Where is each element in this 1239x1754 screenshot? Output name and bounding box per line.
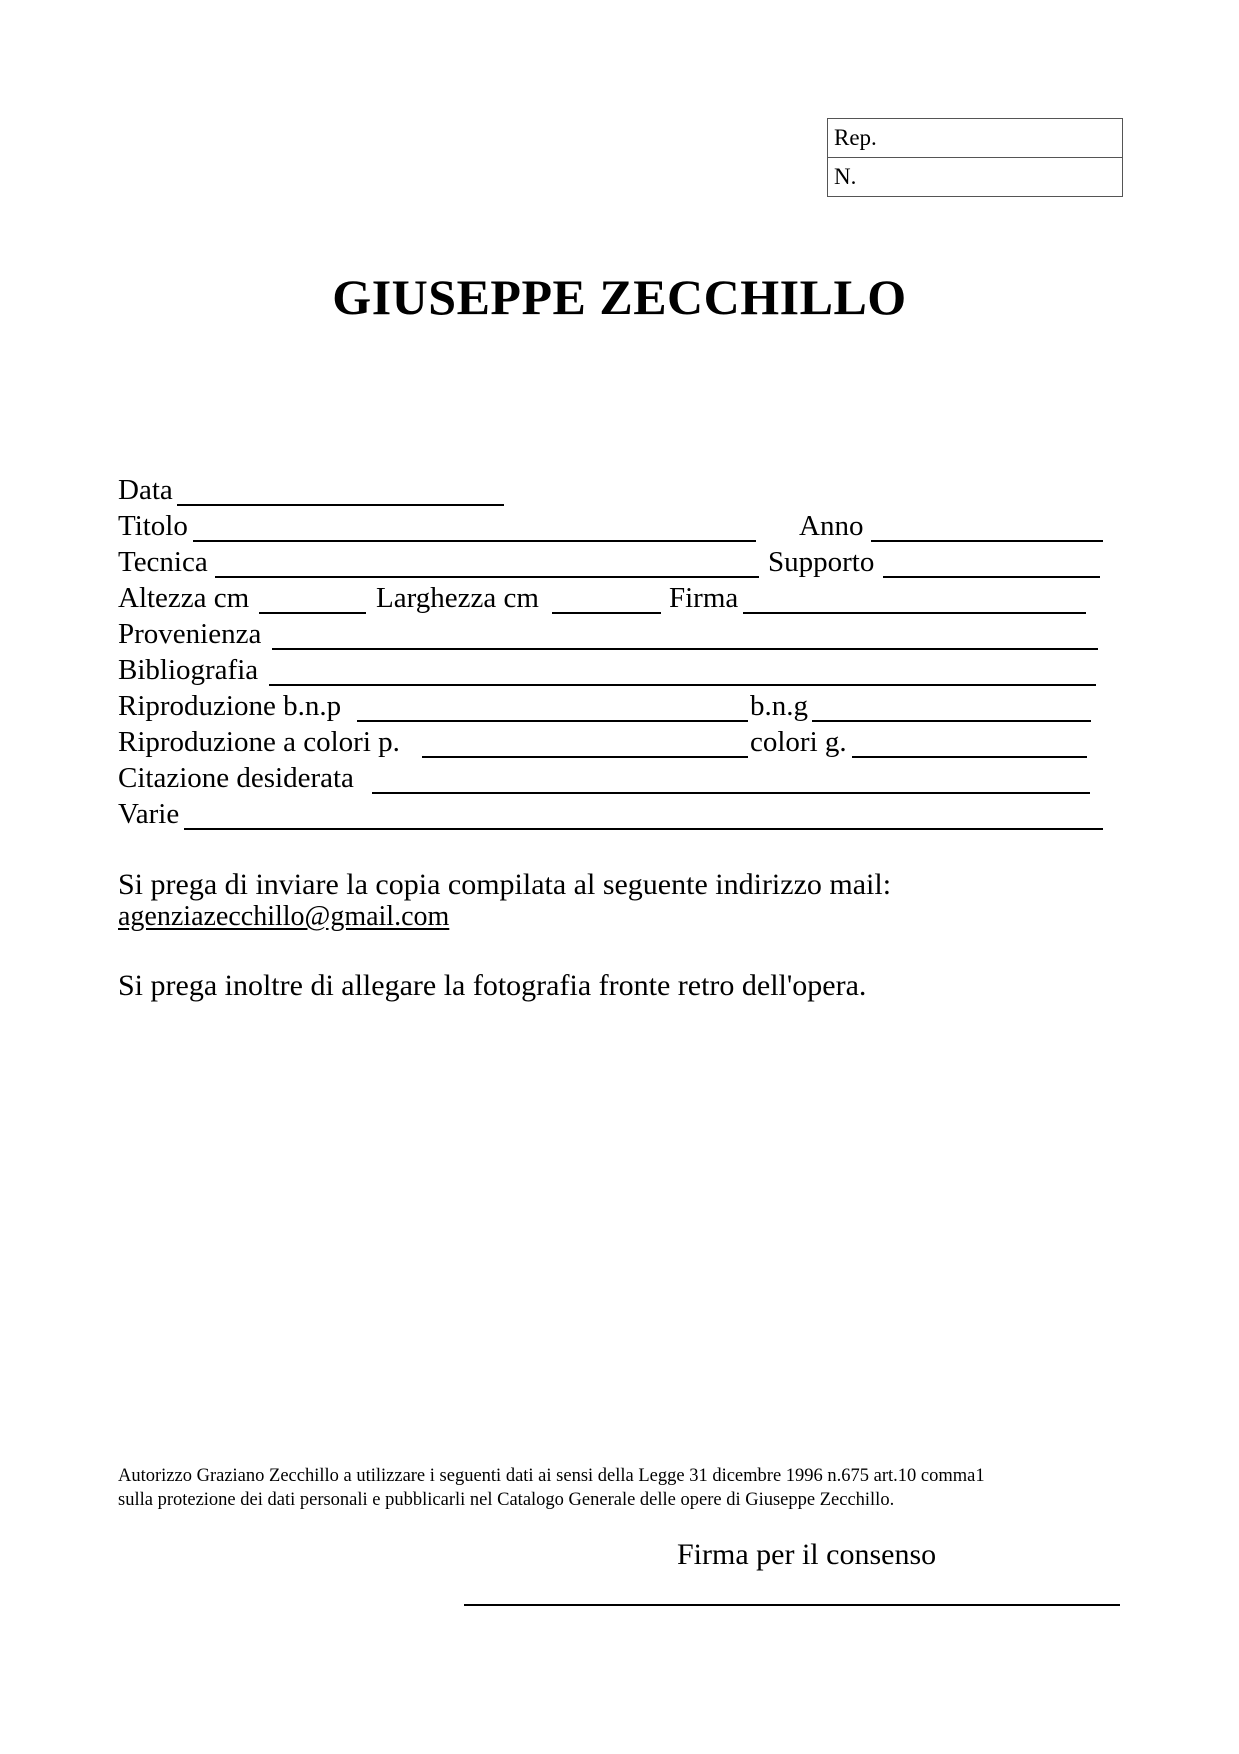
provenienza-label: Provenienza xyxy=(118,618,262,650)
riproduzione-colori-p-label: Riproduzione a colori p. xyxy=(118,726,400,758)
titolo-label: Titolo xyxy=(118,510,188,542)
privacy-notice xyxy=(118,1464,1138,1512)
riproduzione-bn-p-label: Riproduzione b.n.p xyxy=(118,690,342,722)
page-title: GIUSEPPE ZECCHILLO xyxy=(332,269,907,325)
tecnica-field[interactable] xyxy=(215,576,759,578)
provenienza-field[interactable] xyxy=(272,648,1098,650)
firma-field[interactable] xyxy=(743,612,1086,614)
altezza-label: Altezza cm xyxy=(118,582,250,614)
bibliografia-field[interactable] xyxy=(269,684,1096,686)
anno-label: Anno xyxy=(799,510,864,542)
riproduzione-colori-p-field[interactable] xyxy=(422,756,748,758)
citazione-label: Citazione desiderata xyxy=(118,762,354,794)
send-instructions: Si prega di inviare la copia compilata al seguente indirizzo mail: xyxy=(118,868,892,901)
titolo-field[interactable] xyxy=(193,540,756,542)
colori-g-label: colori g. xyxy=(750,726,847,758)
firma-label: Firma xyxy=(669,582,739,614)
data-label: Data xyxy=(118,474,173,506)
riproduzione-bn-p-field[interactable] xyxy=(357,720,748,722)
consent-signature-line[interactable] xyxy=(464,1604,1120,1606)
larghezza-field[interactable] xyxy=(552,612,661,614)
supporto-label: Supporto xyxy=(768,546,875,578)
supporto-field[interactable] xyxy=(883,576,1100,578)
varie-label: Varie xyxy=(118,798,180,830)
photo-instructions: Si prega inoltre di allegare la fotografia fronte retro dell'opera. xyxy=(118,969,867,1002)
privacy-line-2: sulla protezione dei dati personali e pubblicarli nel Catalogo Generale delle opere di Giuseppe Zecchillo. xyxy=(118,1490,895,1510)
bn-g-label: b.n.g xyxy=(750,690,808,722)
reference-box xyxy=(827,118,1123,197)
email-link[interactable]: agenziazecchillo@gmail.com xyxy=(118,901,450,932)
bibliografia-label: Bibliografia xyxy=(118,654,259,686)
colori-g-field[interactable] xyxy=(852,756,1087,758)
larghezza-label: Larghezza cm xyxy=(376,582,539,614)
data-field[interactable] xyxy=(177,504,504,506)
number-label: N. xyxy=(828,158,1123,197)
bn-g-field[interactable] xyxy=(812,720,1091,722)
privacy-line-1: Autorizzo Graziano Zecchillo a utilizzare i seguenti dati ai sensi della Legge 31 dicembre 1996 n.675 art.10 comma1 xyxy=(118,1466,985,1486)
varie-field[interactable] xyxy=(184,828,1103,830)
citazione-field[interactable] xyxy=(372,792,1090,794)
altezza-field[interactable] xyxy=(259,612,366,614)
rep-label: Rep. xyxy=(828,119,1123,158)
consent-label: Firma per il consenso xyxy=(677,1538,937,1571)
tecnica-label: Tecnica xyxy=(118,546,208,578)
anno-field[interactable] xyxy=(871,540,1103,542)
